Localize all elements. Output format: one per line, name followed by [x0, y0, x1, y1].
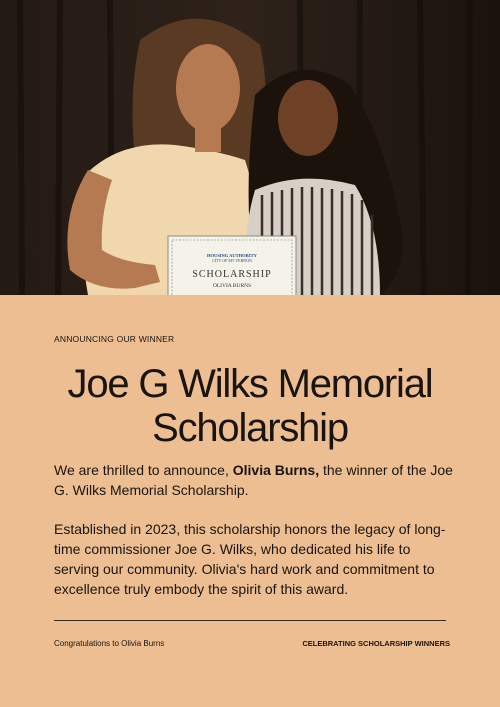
- body-paragraph: Established in 2023, this scholarship honors the legacy of long-time commissioner Joe G. Wilks, who dedicated his life to serving our community. Olivia's hard work and commitment to excellence truly embody the spirit of this award.: [54, 521, 446, 597]
- intro-before: We are thrilled to announce,: [54, 462, 233, 478]
- intro-paragraph: [54, 460, 454, 500]
- title-line-1: Joe G Wilks Memorial: [67, 362, 433, 406]
- divider: [54, 620, 446, 621]
- certificate-heading: SCHOLARSHIP: [192, 269, 272, 280]
- certificate-recipient: OLIVIA BURNS: [212, 283, 252, 289]
- winner-name: Olivia Burns,: [232, 462, 320, 478]
- award-photo: [0, 0, 500, 295]
- footer-celebrating: CELEBRATING SCHOLARSHIP WINNERS: [302, 639, 450, 648]
- certificate-org-line2: CITY OF MT VERNON: [212, 258, 252, 263]
- certificate-org-line1: HOUSING AUTHORITY: [207, 253, 257, 258]
- footer-congratulations: Congratulations to Olivia Burns: [54, 639, 165, 648]
- kicker-text: ANNOUNCING OUR WINNER: [54, 334, 175, 344]
- page-title: [30, 362, 470, 450]
- title-line-2: Scholarship: [152, 406, 348, 450]
- scholarship-certificate: [168, 236, 296, 295]
- intro-after: the winner of the Joe G. Wilks Memorial Scholarship.: [54, 462, 453, 498]
